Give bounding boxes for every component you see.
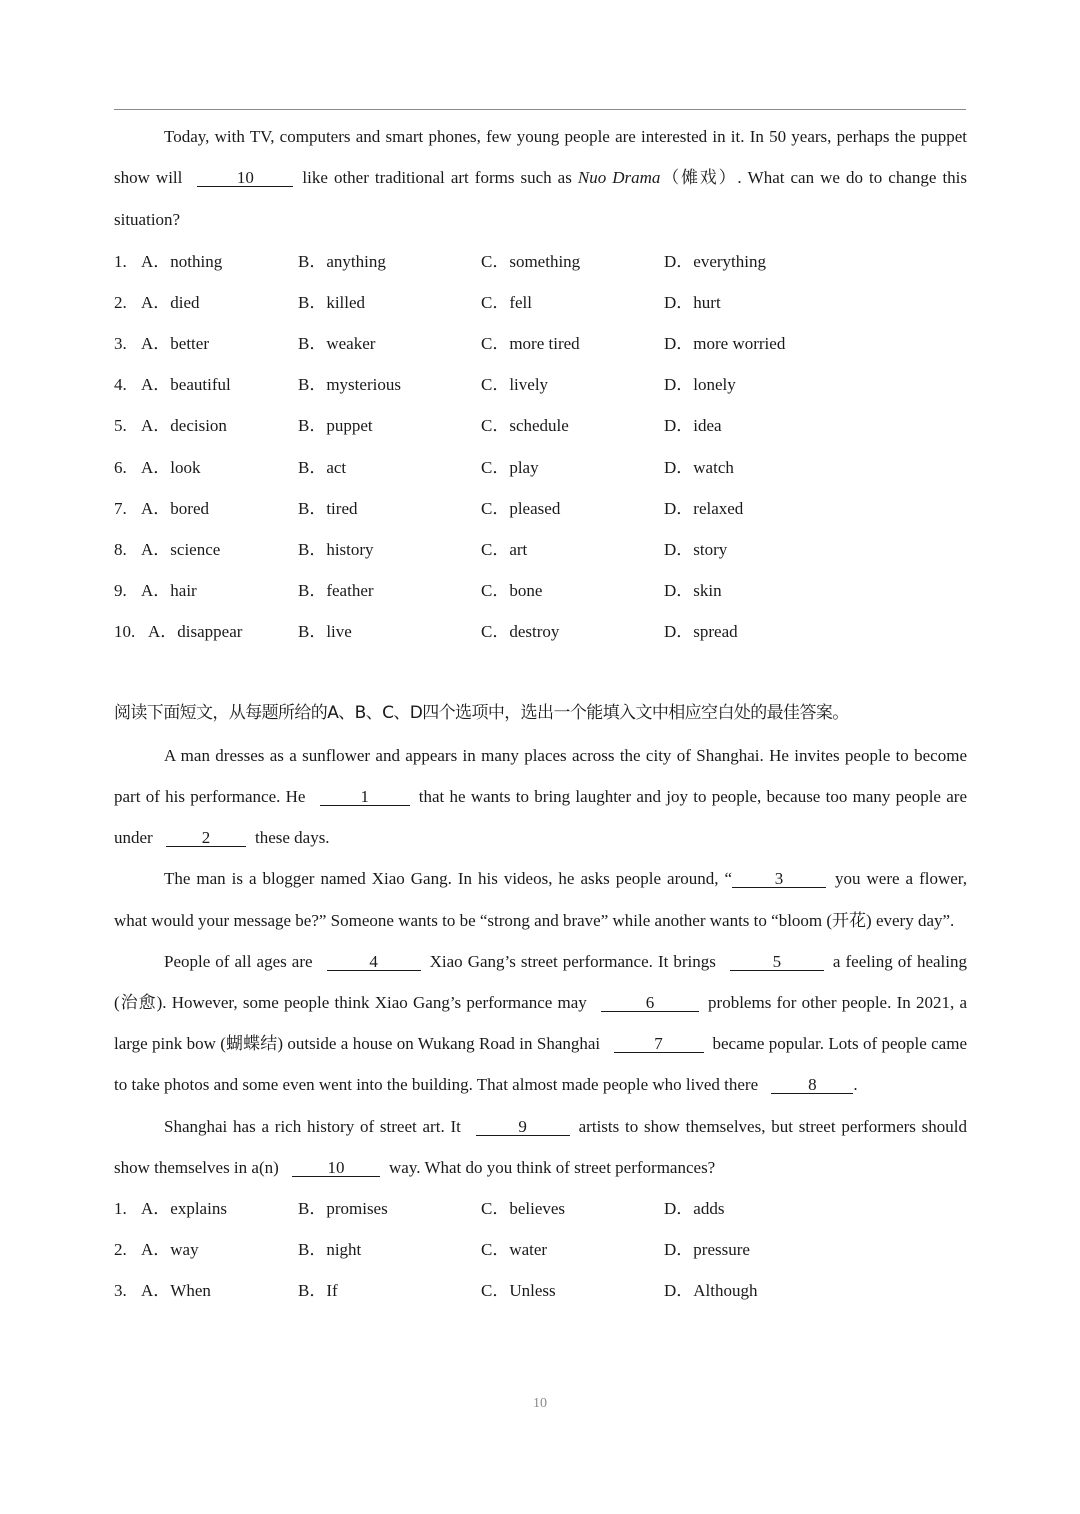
nuo-drama-term: Nuo Drama xyxy=(577,168,661,188)
option-row-4 xyxy=(114,364,967,405)
blank-8[interactable]: 8 xyxy=(771,1076,853,1094)
option-c[interactable]: C．fell xyxy=(481,292,532,312)
option-a[interactable]: A．explains xyxy=(141,1198,227,1218)
passage2-text: . xyxy=(853,1075,858,1095)
option-a[interactable]: A．decision xyxy=(141,416,227,436)
passage1-text-2: like other traditional art forms such as xyxy=(302,168,572,188)
option-a[interactable]: A．When xyxy=(141,1281,211,1301)
passage2-text: a feeling of healing (治愈). However, some people think Xiao Gang’s performance may xyxy=(114,951,967,1012)
option-d[interactable]: D．Although xyxy=(664,1281,758,1301)
passage2-text: that he wants to bring laughter and joy to people, because too many people are under xyxy=(114,786,968,848)
option-row-9 xyxy=(114,570,967,611)
option-row-2 xyxy=(114,282,967,323)
question-number: 10. xyxy=(114,622,136,642)
question-number: 2. xyxy=(114,292,127,312)
option-a[interactable]: A．disappear xyxy=(148,622,243,642)
passage2-text: you were a flower, what would your message be?” Someone wants to be “strong and brave” while another wants to “bloom (开花) every day”. xyxy=(114,869,968,930)
option-d[interactable]: D．watch xyxy=(664,457,734,477)
option-c[interactable]: C．play xyxy=(481,457,539,477)
option-row-3 xyxy=(114,323,967,364)
option-b[interactable]: B．live xyxy=(298,622,352,642)
question-number: 6. xyxy=(114,457,127,477)
option-c[interactable]: C．something xyxy=(481,251,581,271)
passage2-text: A man dresses as a sunflower and appears in many places across the city of Shanghai. He invites people to become part of his performance. He xyxy=(114,745,967,806)
options-list-2 xyxy=(114,1188,967,1312)
option-b[interactable]: B．If xyxy=(298,1281,338,1301)
option-a[interactable]: A．better xyxy=(141,333,209,353)
passage2-text: problems for other people. In 2021, a large pink bow (蝴蝶结) outside a house on Wukang Road in Shanghai xyxy=(114,992,967,1054)
option-d[interactable]: D．more worried xyxy=(664,333,786,353)
option-d[interactable]: D．everything xyxy=(664,251,766,271)
blank-9[interactable]: 9 xyxy=(476,1118,570,1136)
option-c[interactable]: C．believes xyxy=(481,1198,566,1218)
option-b[interactable]: B．promises xyxy=(298,1198,388,1218)
option-c[interactable]: C．art xyxy=(481,539,528,559)
option-a[interactable]: A．beautiful xyxy=(141,375,231,395)
blank-4[interactable]: 4 xyxy=(327,953,421,971)
passage2-text: artists to show themselves, but street performers should show themselves in a(n) xyxy=(114,1116,968,1177)
passage2-text: People of all ages are xyxy=(164,951,313,971)
option-c[interactable]: C．Unless xyxy=(481,1281,556,1301)
passage2-paragraph-4 xyxy=(114,1106,967,1188)
option-c[interactable]: C．lively xyxy=(481,375,549,395)
header-rule xyxy=(114,109,966,110)
option-b[interactable]: B．history xyxy=(298,539,374,559)
option-d[interactable]: D．skin xyxy=(664,581,722,601)
option-c[interactable]: C．water xyxy=(481,1240,548,1260)
blank-5[interactable]: 5 xyxy=(730,953,824,971)
option-row-8 xyxy=(114,529,967,570)
blank-10-passage2[interactable]: 10 xyxy=(292,1159,380,1177)
blank-2[interactable]: 2 xyxy=(166,829,246,847)
option-d[interactable]: D．spread xyxy=(664,622,738,642)
passage2-text: The man is a blogger named Xiao Gang. In his videos, he asks people around, “ xyxy=(164,869,733,889)
question-number: 5. xyxy=(114,416,127,436)
section-instruction: 阅读下面短文，从每题所给的A、B、C、D四个选项中，选出一个能填入文中相应空白处的最佳答案。 xyxy=(114,703,849,724)
passage1-paragraph xyxy=(114,116,967,241)
option-b[interactable]: B．mysterious xyxy=(298,375,401,395)
option-d[interactable]: D．lonely xyxy=(664,375,736,395)
option-d[interactable]: D．pressure xyxy=(664,1240,750,1260)
option-c[interactable]: C．bone xyxy=(481,581,543,601)
question-number: 9. xyxy=(114,581,127,601)
passage2-text: these days. xyxy=(254,828,330,848)
option-row-1 xyxy=(114,241,967,282)
option-b[interactable]: B．killed xyxy=(298,292,366,312)
page-number: 10 xyxy=(533,1396,547,1411)
option-a[interactable]: A．science xyxy=(141,539,221,559)
question-number: 1. xyxy=(114,1198,127,1218)
blank-6[interactable]: 6 xyxy=(601,994,699,1012)
option-a[interactable]: A．died xyxy=(141,292,200,312)
option-row-2 xyxy=(114,1229,967,1270)
passage1-text: Today, with TV, computers and smart phones, few young people are interested in it. In 50 years, perhaps the puppet show will xyxy=(114,127,967,188)
question-number: 3. xyxy=(114,1281,127,1301)
option-b[interactable]: B．night xyxy=(298,1240,362,1260)
nuo-drama-chinese: （傩戏） xyxy=(660,168,738,189)
option-a[interactable]: A．way xyxy=(141,1240,199,1260)
option-c[interactable]: C．destroy xyxy=(481,622,560,642)
option-b[interactable]: B．tired xyxy=(298,498,358,518)
option-a[interactable]: A．nothing xyxy=(141,251,223,271)
option-c[interactable]: C．schedule xyxy=(481,416,569,436)
option-row-10 xyxy=(114,611,967,652)
passage2-paragraph-3 xyxy=(114,941,967,1106)
passage2-paragraph-1 xyxy=(114,735,967,859)
question-number: 8. xyxy=(114,539,127,559)
option-d[interactable]: D．relaxed xyxy=(664,498,744,518)
option-c[interactable]: C．pleased xyxy=(481,498,561,518)
option-d[interactable]: D．hurt xyxy=(664,292,721,312)
option-row-6 xyxy=(114,447,967,488)
option-b[interactable]: B．weaker xyxy=(298,333,376,353)
option-a[interactable]: A．bored xyxy=(141,498,209,518)
passage2-text: Shanghai has a rich history of street art. It xyxy=(164,1116,461,1136)
option-row-5 xyxy=(114,405,967,446)
option-c[interactable]: C．more tired xyxy=(481,333,580,353)
option-b[interactable]: B．feather xyxy=(298,581,374,601)
option-row-7 xyxy=(114,488,967,529)
option-d[interactable]: D．story xyxy=(664,539,728,559)
option-b[interactable]: B．act xyxy=(298,457,347,477)
option-b[interactable]: B．anything xyxy=(298,251,386,271)
option-a[interactable]: A．hair xyxy=(141,581,197,601)
passage2-text: Xiao Gang’s street performance. It brings xyxy=(429,951,716,971)
question-number: 4. xyxy=(114,375,127,395)
passage2-text: way. What do you think of street performances? xyxy=(389,1157,716,1177)
question-number: 7. xyxy=(114,498,127,518)
option-d[interactable]: D．adds xyxy=(664,1198,725,1218)
blank-10[interactable]: 10 xyxy=(197,169,293,187)
question-number: 2. xyxy=(114,1240,127,1260)
blank-3[interactable]: 3 xyxy=(732,870,826,888)
option-a[interactable]: A．look xyxy=(141,457,201,477)
option-row-1 xyxy=(114,1188,967,1229)
option-d[interactable]: D．idea xyxy=(664,416,722,436)
question-number: 3. xyxy=(114,333,127,353)
options-list-1 xyxy=(114,241,967,653)
blank-1[interactable]: 1 xyxy=(320,788,410,806)
option-b[interactable]: B．puppet xyxy=(298,416,373,436)
question-number: 1. xyxy=(114,251,127,271)
blank-7[interactable]: 7 xyxy=(614,1035,704,1053)
passage2-text: became popular. Lots of people came to take photos and some even went into the building. That almost made people who lived there xyxy=(114,1034,967,1095)
page-content xyxy=(114,116,967,1311)
option-row-3 xyxy=(114,1270,967,1311)
passage1-text-3: . What can we do to change this situation? xyxy=(114,168,968,230)
passage2-paragraph-2 xyxy=(114,858,967,940)
